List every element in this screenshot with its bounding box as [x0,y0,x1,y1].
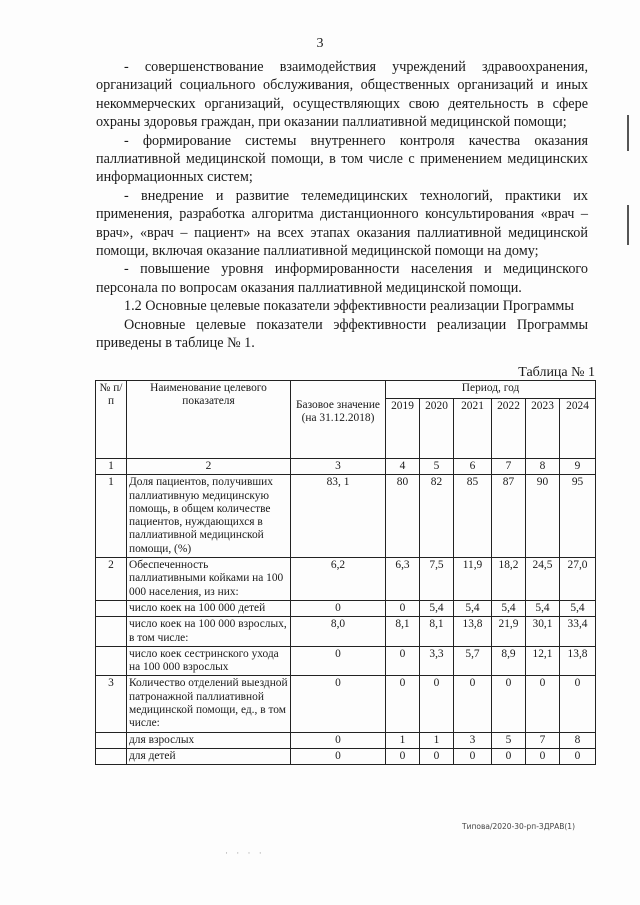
year-value: 5,4 [454,600,492,616]
table-row [96,676,596,732]
header-year: 2024 [560,399,596,459]
scan-marks: · · · · [225,848,265,858]
year-value: 30,1 [526,617,560,647]
year-value: 85 [454,475,492,558]
column-number: 8 [526,459,560,475]
table-row [96,646,596,676]
table-row [96,600,596,616]
year-value: 18,2 [492,558,526,601]
year-value: 0 [492,748,526,764]
column-number: 7 [492,459,526,475]
indicator-name: число коек на 100 000 детей [127,600,291,616]
year-value: 0 [420,676,454,732]
paragraph: - внедрение и развитие телемедицинских технологий, практики их применения, разработка алгоритма дистанционного консультирования «врач – врач», «врач – пациент» на всех этапах оказания паллиативной медицинской помощи, включая оказание паллиативной медицинской помощи на дому; [96,187,588,260]
year-value: 33,4 [560,617,596,647]
year-value: 0 [560,748,596,764]
year-value: 21,9 [492,617,526,647]
year-value: 0 [386,676,420,732]
year-value: 1 [420,732,454,748]
indicator-name: Обеспеченность паллиативными койками на 100 000 населения, из них: [127,558,291,601]
paragraph: - повышение уровня информированности населения и медицинского персонала по вопросам оказания паллиативной медицинской помощи. [96,261,588,296]
table-caption: Таблица № 1 [518,365,595,380]
base-value: 0 [291,748,386,764]
year-value: 87 [492,475,526,558]
year-value: 0 [386,646,420,676]
year-value: 0 [454,748,492,764]
body-text [96,58,588,353]
year-value: 80 [386,475,420,558]
year-value: 5,7 [454,646,492,676]
year-value: 3,3 [420,646,454,676]
header-base: Базовое значение (на 31.12.2018) [291,381,386,459]
indicator-name: для детей [127,748,291,764]
indicator-name: число коек на 100 000 взрослых, в том числе: [127,617,291,647]
year-value: 11,9 [454,558,492,601]
year-value: 12,1 [526,646,560,676]
year-value: 0 [526,676,560,732]
base-value: 83, 1 [291,475,386,558]
header-row [96,381,596,399]
row-number [96,617,127,647]
year-value: 5,4 [420,600,454,616]
scan-edge-mark [627,115,629,151]
header-year: 2022 [492,399,526,459]
table-row [96,748,596,764]
table-row [96,558,596,601]
header-year: 2021 [454,399,492,459]
year-value: 24,5 [526,558,560,601]
year-value: 82 [420,475,454,558]
year-value: 0 [492,676,526,732]
section-heading: 1.2 Основные целевые показатели эффективности реализации Программы [124,298,574,315]
year-value: 0 [420,748,454,764]
year-value: 7,5 [420,558,454,601]
scan-edge-mark [627,205,629,245]
header-year: 2020 [420,399,454,459]
year-value: 6,3 [386,558,420,601]
header-period: Период, год [386,381,596,399]
column-number: 9 [560,459,596,475]
table-row [96,732,596,748]
row-number [96,646,127,676]
column-number: 2 [127,459,291,475]
indicator-name: Количество отделений выездной патронажной паллиативной медицинской помощи, ед., в том числе: [127,676,291,732]
year-value: 95 [560,475,596,558]
indicators-table [95,380,596,765]
year-value: 13,8 [454,617,492,647]
base-value: 6,2 [291,558,386,601]
indicator-name: число коек сестринского ухода на 100 000 взрослых [127,646,291,676]
row-number: 2 [96,558,127,601]
column-number: 3 [291,459,386,475]
row-number: 3 [96,676,127,732]
year-value: 5,4 [492,600,526,616]
year-value: 0 [454,676,492,732]
year-value: 8,1 [420,617,454,647]
paragraph: - совершенствование взаимодействия учреждений здравоохранения, организаций социального обслуживания, общественных организаций и иных некоммерческих организаций, осуществляющих свою деятельность в сфере охраны здоровья граждан, при оказании паллиативной медицинской помощи; [96,59,588,131]
column-number: 6 [454,459,492,475]
header-name: Наименование целевого показателя [127,381,291,459]
table-row [96,475,596,558]
year-value: 8,9 [492,646,526,676]
year-value: 0 [386,748,420,764]
year-value: 5,4 [560,600,596,616]
footer-id: Типова/2020-30-рп-ЗДРАВ(1) [462,822,575,831]
year-value: 13,8 [560,646,596,676]
year-value: 7 [526,732,560,748]
year-value: 1 [386,732,420,748]
base-value: 0 [291,600,386,616]
header-year: 2023 [526,399,560,459]
year-value: 0 [560,676,596,732]
column-number: 5 [420,459,454,475]
year-value: 8 [560,732,596,748]
base-value: 0 [291,732,386,748]
year-value: 0 [386,600,420,616]
year-value: 3 [454,732,492,748]
base-value: 0 [291,646,386,676]
year-value: 5 [492,732,526,748]
row-number [96,600,127,616]
page-number: 3 [316,36,324,51]
year-value: 8,1 [386,617,420,647]
table-row [96,617,596,647]
column-number: 1 [96,459,127,475]
header-year: 2019 [386,399,420,459]
numbering-row [96,459,596,475]
base-value: 0 [291,676,386,732]
base-value: 8,0 [291,617,386,647]
column-number: 4 [386,459,420,475]
row-number [96,748,127,764]
row-number [96,732,127,748]
year-value: 27,0 [560,558,596,601]
row-number: 1 [96,475,127,558]
paragraph: Основные целевые показатели эффективности реализации Программы приведены в таблице № 1. [96,316,588,352]
year-value: 90 [526,475,560,558]
indicator-name: Доля пациентов, получивших паллиативную медицинскую помощь, в общем количестве пациентов, нуждающихся в паллиативной медицинской помощи, (%) [127,475,291,558]
header-num: № п/п [96,381,127,459]
indicator-name: для взрослых [127,732,291,748]
year-value: 5,4 [526,600,560,616]
paragraph: - формирование системы внутреннего контроля качества оказания паллиативной медицинской помощи, в том числе с применением медицинских информационных систем; [96,132,588,186]
year-value: 0 [526,748,560,764]
